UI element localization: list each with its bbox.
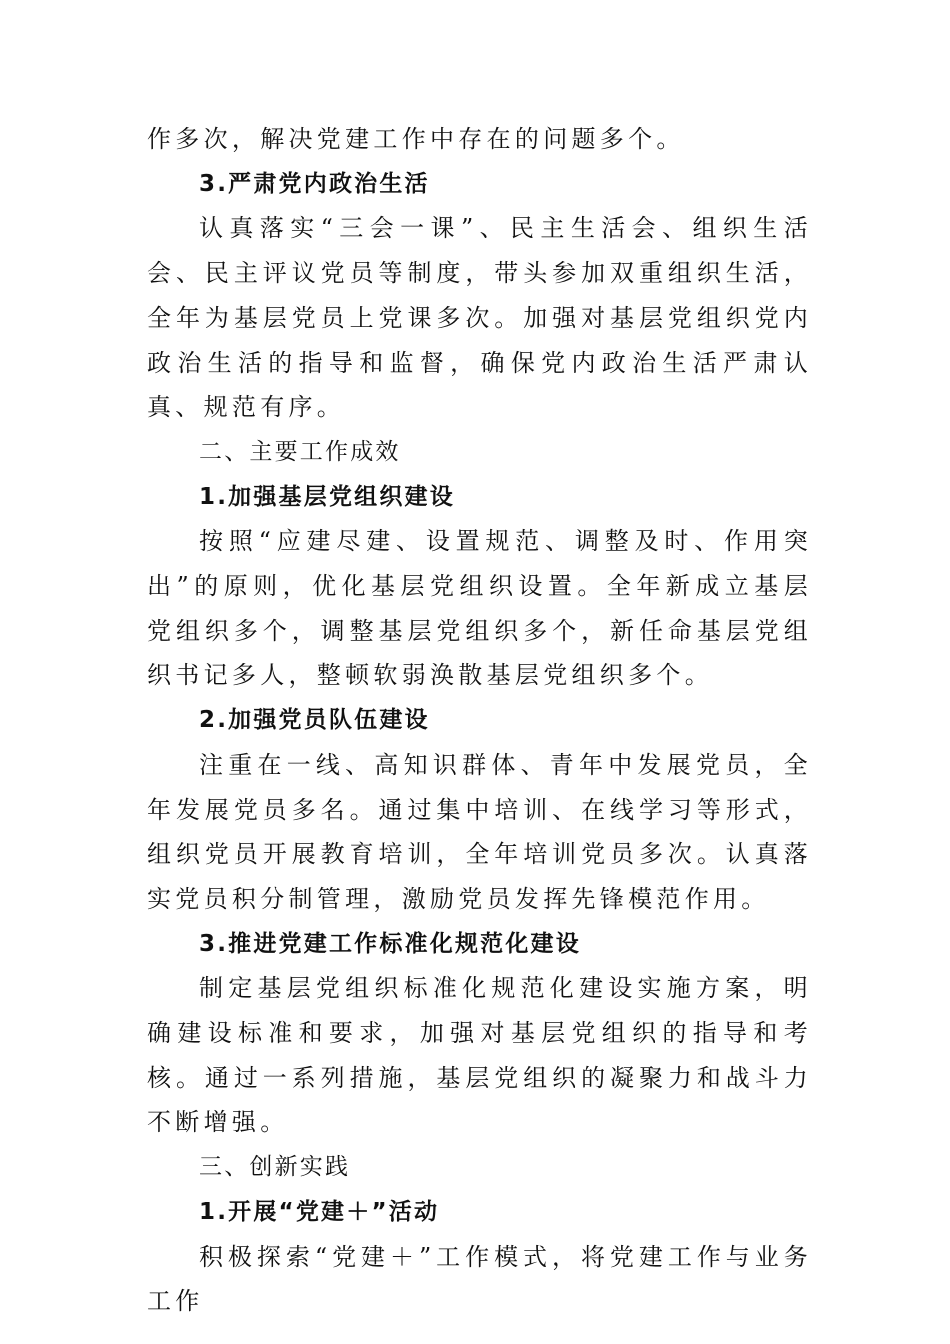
subheading-political-life: 3.严肃党内政治生活 bbox=[199, 170, 430, 197]
subheading-party-plus: 1.开展“党建＋”活动 bbox=[199, 1198, 440, 1225]
paragraph-member-team: 注重在一线、高知识群体、青年中发展党员，全年发展党员多名。通过集中培训、在线学习等形式，组织党员开展教育培训，全年培训党员多次。认真落实党员积分制管理，激励党员发挥先锋模范作用。 bbox=[147, 750, 812, 913]
section-heading-innovation: 三、创新实践 bbox=[199, 1154, 351, 1181]
section-heading-achievements: 二、主要工作成效 bbox=[199, 438, 401, 465]
paragraph-continuation: 作多次，解决党建工作中存在的问题多个。 bbox=[147, 125, 685, 153]
paragraph-party-plus: 积极探索“党建＋”工作模式，将党建工作与业务工作 bbox=[147, 1242, 812, 1316]
paragraph-political-life: 认真落实“三会一课”、民主生活会、组织生活会、民主评议党员等制度，带头参加双重组织生活，全年为基层党员上党课多次。加强对基层党组织党内政治生活的指导和监督，确保党内政治生活严肃认真、规范有序。 bbox=[147, 214, 812, 422]
paragraph-standardization: 制定基层党组织标准化规范化建设实施方案，明确建设标准和要求，加强对基层党组织的指导和考核。通过一系列措施，基层党组织的凝聚力和战斗力不断增强。 bbox=[147, 974, 812, 1137]
subheading-standardization: 3.推进党建工作标准化规范化建设 bbox=[199, 930, 581, 957]
subheading-org-building: 1.加强基层党组织建设 bbox=[199, 483, 455, 510]
paragraph-org-building: 按照“应建尽建、设置规范、调整及时、作用突出”的原则，优化基层党组织设置。全年新成立基层党组织多个，调整基层党组织多个，新任命基层党组织书记多人，整顿软弱涣散基层党组织多个。 bbox=[147, 527, 812, 690]
document-body bbox=[147, 117, 812, 1324]
subheading-member-team: 2.加强党员队伍建设 bbox=[199, 707, 430, 734]
